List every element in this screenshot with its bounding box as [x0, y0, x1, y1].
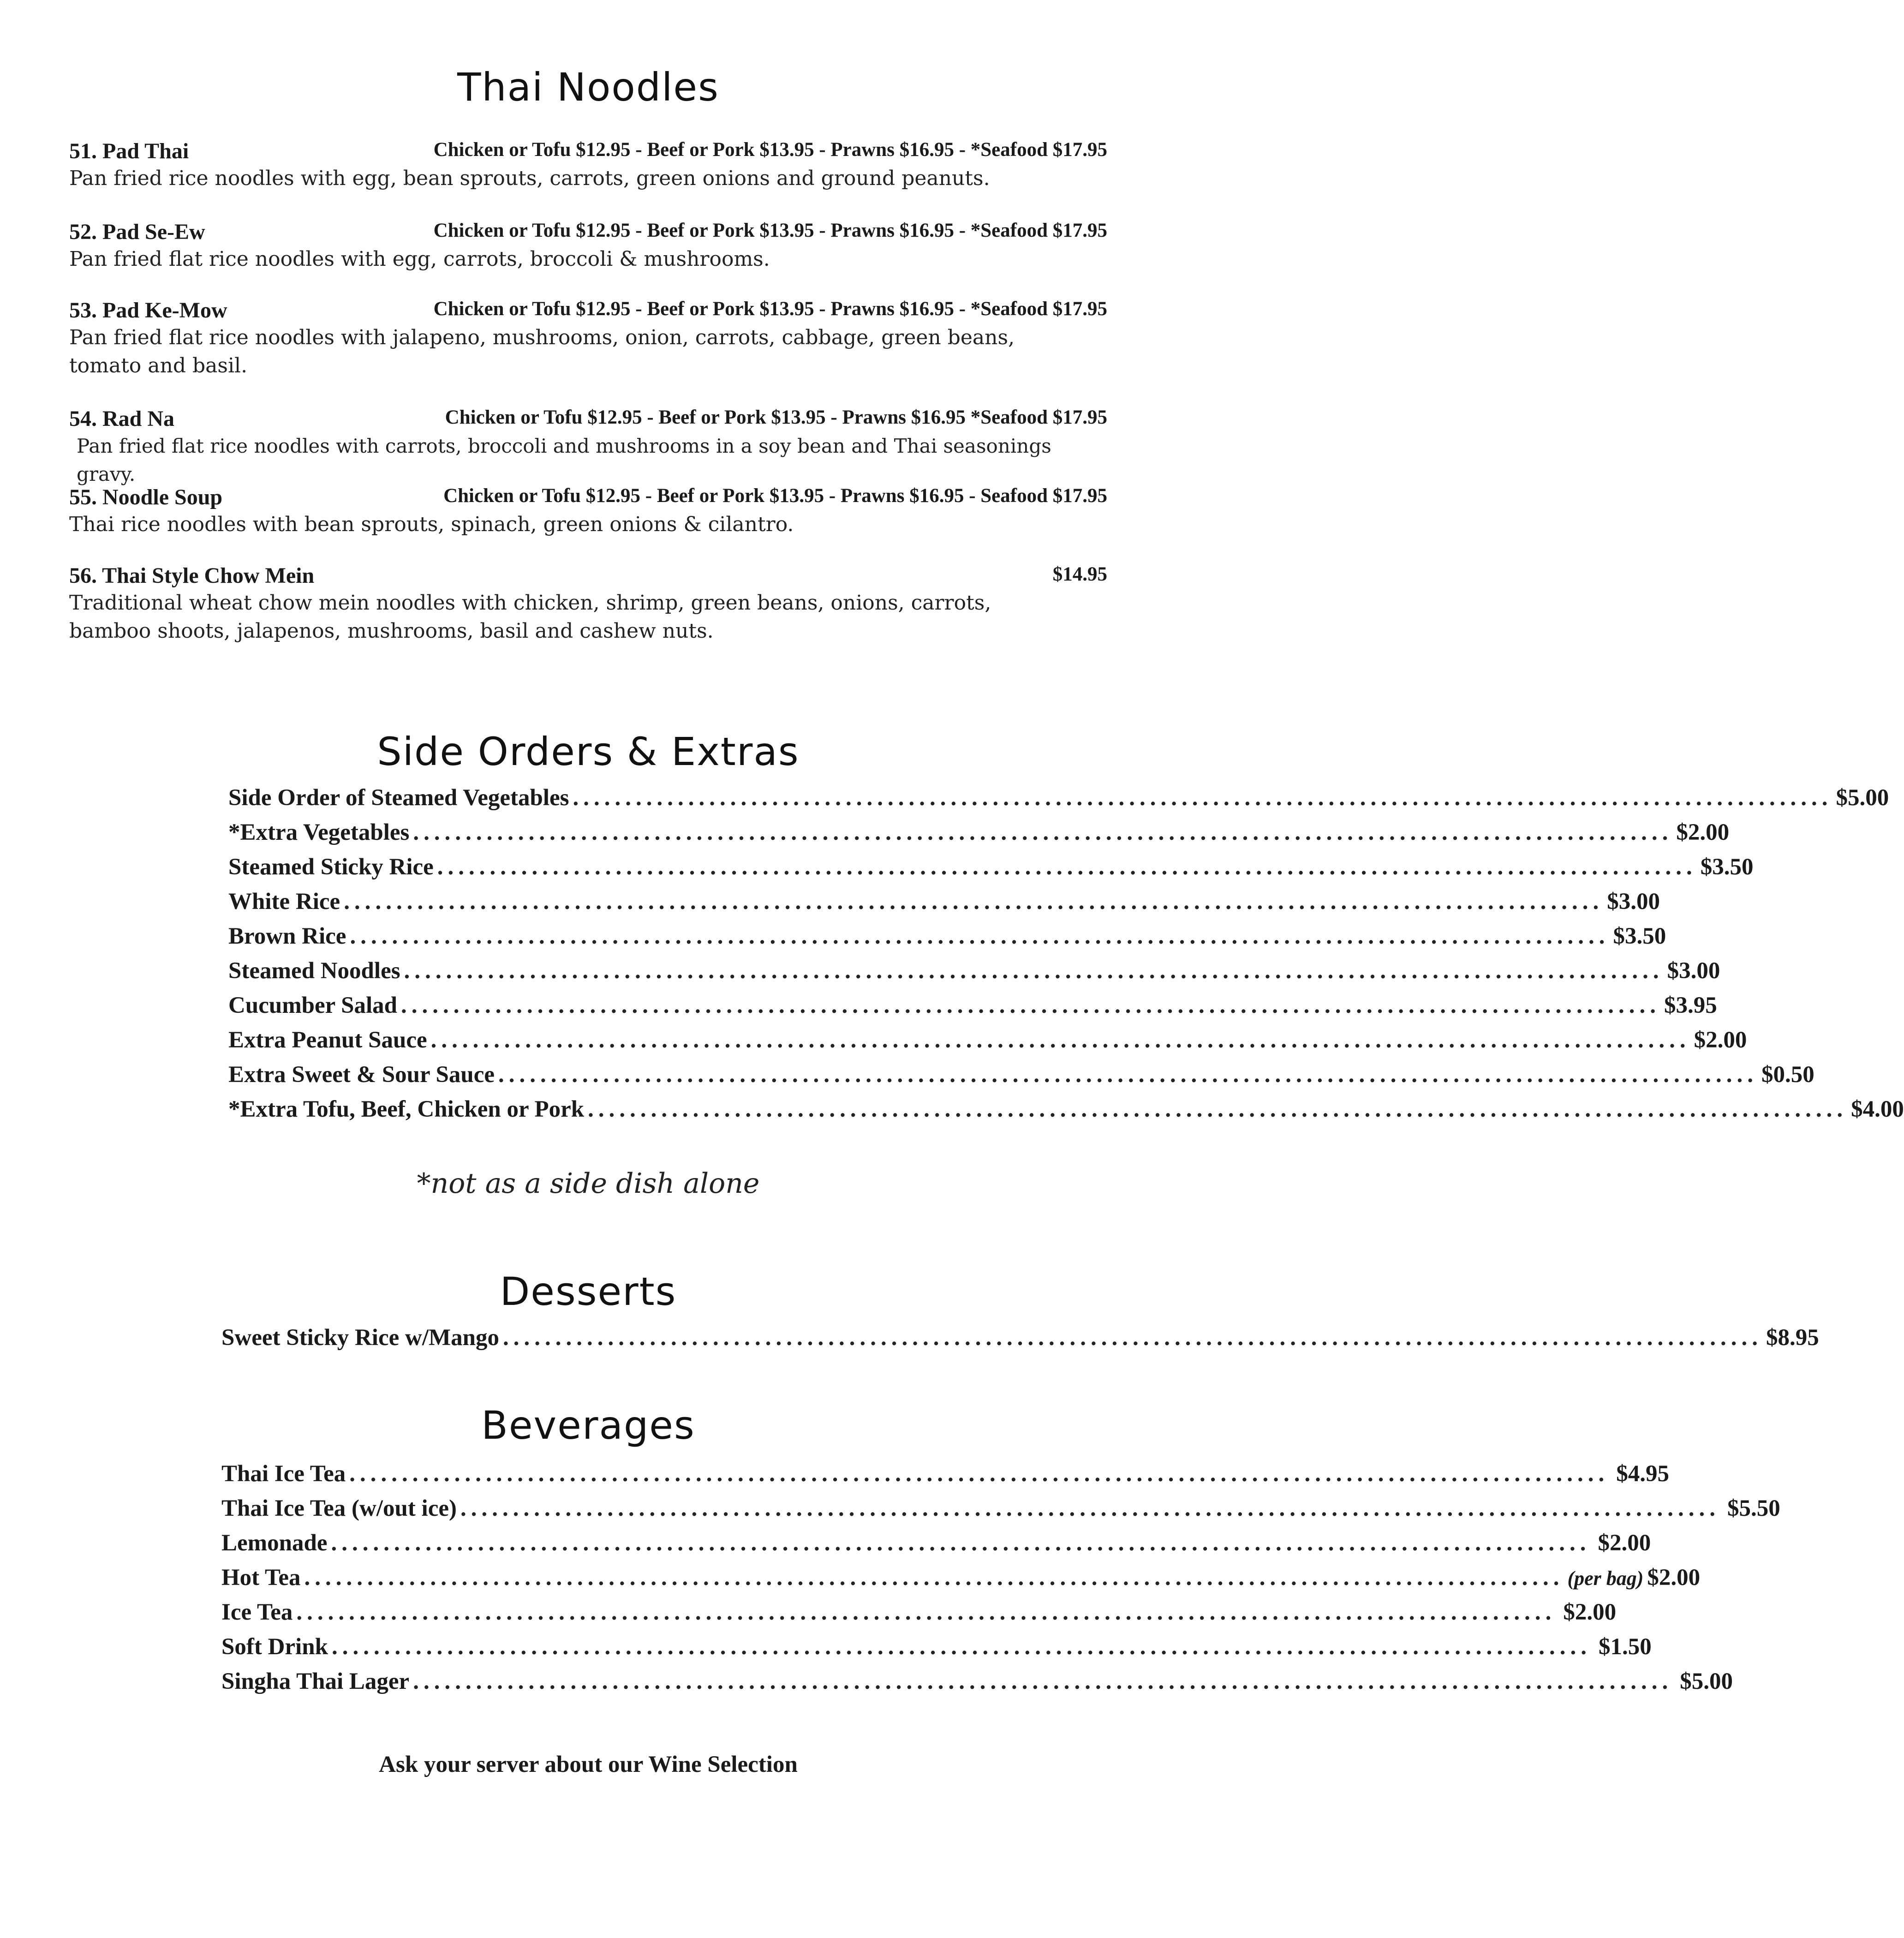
item-name: 53. Pad Ke-Mow — [69, 298, 227, 323]
list-item: Side Order of Steamed Vegetables ........................................................................................................................ $5.00 — [228, 785, 1889, 811]
per-bag-note: (per bag) — [1567, 1567, 1644, 1590]
wine-selection-note: Ask your server about our Wine Selection — [379, 1752, 798, 1777]
list-item: Lemonade ........................................................................................................................ $2.00 — [221, 1530, 1651, 1556]
item-price: $3.50 — [1613, 923, 1666, 949]
list-item: Thai Ice Tea (w/out ice) ........................................................................................................................ $5.50 — [221, 1495, 1780, 1521]
item-price: $2.00 — [1694, 1027, 1747, 1053]
item-price: $4.95 — [1616, 1461, 1669, 1487]
item-price: $3.50 — [1700, 854, 1754, 880]
item-price: $3.00 — [1607, 889, 1660, 915]
list-item: Extra Sweet & Sour Sauce ........................................................................................................................ $0.50 — [228, 1062, 1814, 1088]
item-price: $8.95 — [1766, 1325, 1819, 1351]
item-description: Pan fried flat rice noodles with jalapeno, mushrooms, onion, carrots, cabbage, green beans, tomato and basil. — [69, 326, 1015, 377]
item-description: Pan fried flat rice noodles with egg, carrots, broccoli & mushrooms. — [69, 247, 770, 271]
item-label: Thai Ice Tea — [221, 1461, 346, 1487]
item-price: $2.00 — [1647, 1565, 1701, 1591]
item-label: Side Order of Steamed Vegetables — [228, 785, 569, 811]
item-label: Brown Rice — [228, 923, 346, 949]
item-label: Thai Ice Tea (w/out ice) — [221, 1495, 457, 1521]
item-price: $2.00 — [1676, 819, 1730, 845]
beverages-list — [221, 1460, 1780, 1703]
list-item: * Extra Vegetables ........................................................................................................................ $2.00 — [228, 819, 1730, 845]
item-label: Extra Sweet & Sour Sauce — [228, 1062, 495, 1088]
item-label: Steamed Noodles — [228, 958, 400, 984]
item-price: $5.50 — [1727, 1495, 1780, 1521]
item-price: $1.50 — [1598, 1634, 1652, 1660]
menu-item — [69, 219, 1107, 273]
item-price: $3.00 — [1667, 958, 1720, 984]
item-label: Extra Tofu, Beef, Chicken or Pork — [240, 1096, 585, 1122]
item-name: 55. Noodle Soup — [69, 485, 223, 509]
list-item: Cucumber Salad ........................................................................................................................ $3.95 — [228, 993, 1717, 1018]
item-label: Soft Drink — [221, 1634, 328, 1660]
item-description: Pan fried flat rice noodles with carrots, broccoli and mushrooms in a soy bean and Thai seasonings gravy. — [77, 435, 1051, 485]
item-price: $14.95 — [1052, 563, 1107, 585]
noodles-title: Thai Noodles — [457, 65, 719, 110]
item-price: $4.00 — [1851, 1096, 1904, 1122]
item-description: Pan fried rice noodles with egg, bean sprouts, carrots, green onions and ground peanuts. — [69, 167, 990, 190]
item-price: Chicken or Tofu $12.95 - Beef or Pork $13.95 - Prawns $16.95 - *Seafood $17.95 — [433, 139, 1107, 161]
menu-item — [69, 298, 1107, 380]
list-item: Hot Tea ........................................................................................................................ (per bag) $2.00 — [221, 1565, 1701, 1591]
item-name: 54. Rad Na — [69, 407, 175, 431]
item-price: Chicken or Tofu $12.95 - Beef or Pork $13.95 - Prawns $16.95 - *Seafood $17.95 — [433, 220, 1107, 241]
list-item: Brown Rice ........................................................................................................................ $3.50 — [228, 923, 1666, 949]
item-label: Ice Tea — [221, 1599, 293, 1625]
item-price: $5.00 — [1680, 1669, 1733, 1694]
item-price: $5.00 — [1836, 785, 1889, 811]
list-item: Ice Tea ........................................................................................................................ $2.00 — [221, 1599, 1617, 1625]
item-label: Steamed Sticky Rice — [228, 854, 434, 880]
list-item: Steamed Sticky Rice ........................................................................................................................ $3.50 — [228, 854, 1754, 880]
sides-title: Side Orders & Extras — [377, 729, 800, 774]
item-label: White Rice — [228, 889, 340, 915]
item-price: Chicken or Tofu $12.95 - Beef or Pork $13.95 - Prawns $16.95 *Seafood $17.95 — [445, 407, 1107, 428]
item-name: 51. Pad Thai — [69, 139, 189, 163]
item-price: $2.00 — [1598, 1530, 1651, 1556]
list-item: Singha Thai Lager ........................................................................................................................ $5.00 — [221, 1669, 1733, 1694]
item-description: Traditional wheat chow mein noodles with chicken, shrimp, green beans, onions, carrots, bamboo shoots, jalapenos, mushrooms, basil and cashew nuts. — [69, 591, 991, 643]
item-label: Cucumber Salad — [228, 993, 398, 1018]
item-description: Thai rice noodles with bean sprouts, spinach, green onions & cilantro. — [69, 513, 794, 536]
item-label: Sweet Sticky Rice w/Mango — [221, 1325, 499, 1351]
menu-item — [69, 563, 1107, 645]
item-price: Chicken or Tofu $12.95 - Beef or Pork $13.95 - Prawns $16.95 - Seafood $17.95 — [443, 485, 1107, 507]
list-item: Extra Peanut Sauce ........................................................................................................................ $2.00 — [228, 1027, 1747, 1053]
list-item: Sweet Sticky Rice w/Mango ........................................................................................................................ $8.95 — [221, 1325, 1819, 1351]
menu-item — [69, 484, 1107, 538]
item-label: Extra Peanut Sauce — [228, 1027, 427, 1053]
list-item: Steamed Noodles ........................................................................................................................ $3.00 — [228, 958, 1720, 984]
item-price: $2.00 — [1563, 1599, 1617, 1625]
menu-item — [69, 138, 1107, 192]
item-price: Chicken or Tofu $12.95 - Beef or Pork $13.95 - Prawns $16.95 - *Seafood $17.95 — [433, 298, 1107, 320]
item-price: $0.50 — [1761, 1062, 1814, 1088]
menu-item — [69, 406, 1107, 488]
side-footnote: *not as a side dish alone — [417, 1167, 760, 1200]
desserts-title: Desserts — [500, 1269, 677, 1314]
list-item: * Extra Tofu, Beef, Chicken or Pork ........................................................................................................................ $4.00 — [228, 1096, 1904, 1122]
item-label: Extra Vegetables — [240, 819, 410, 845]
item-label: Lemonade — [221, 1530, 328, 1556]
item-price: $3.95 — [1664, 993, 1717, 1018]
item-name: 56. Thai Style Chow Mein — [69, 563, 315, 588]
list-item: Soft Drink ........................................................................................................................ $1.50 — [221, 1634, 1652, 1660]
item-name: 52. Pad Se-Ew — [69, 220, 205, 244]
sides-list — [228, 784, 1904, 1130]
desserts-list — [221, 1324, 1819, 1359]
beverages-title: Beverages — [481, 1403, 695, 1448]
list-item: Thai Ice Tea ........................................................................................................................ $4.95 — [221, 1461, 1669, 1487]
item-label: Hot Tea — [221, 1565, 301, 1591]
item-label: Singha Thai Lager — [221, 1669, 410, 1694]
list-item: White Rice ........................................................................................................................ $3.00 — [228, 889, 1660, 915]
